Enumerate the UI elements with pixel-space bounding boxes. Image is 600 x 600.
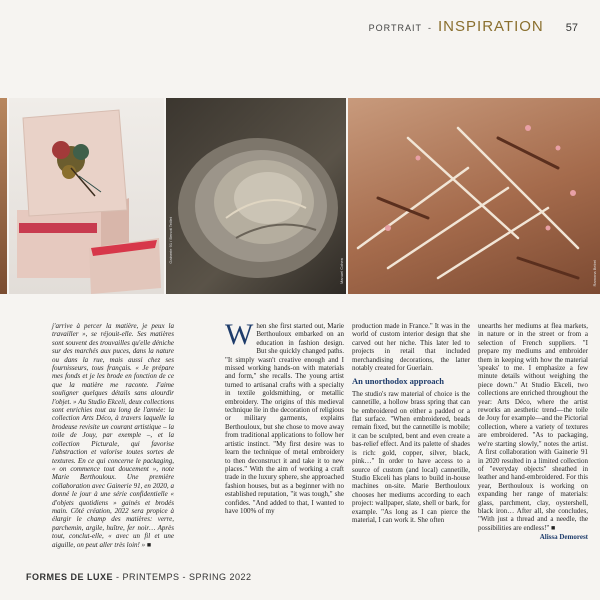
photo-credit: Ramona Bebel: [592, 259, 597, 286]
issue-label: - PRINTEMPS - SPRING 2022: [113, 572, 252, 582]
section-title: INSPIRATION: [438, 18, 544, 35]
page-header: [369, 18, 578, 35]
page-footer: [26, 572, 252, 582]
photo-strip: [0, 98, 600, 294]
article-text: j'arrive à percer la matière, je peux la travailler », se réjouit-elle. Ses matières sont souvent des trouvailles qu'elle déniche sur des marchés aux puces, dans la nature ou dans la rue, mais aussi chez ses fournisseurs, tous français. « Je prépare mes fonds et je les brode en fonction de ce que la matière me raconte. J'aime souligner quelques détails sans alourdir l'objet. » Au Studio Ekceli, deux collections sont enrichies tout au long de l'année: la collection Arts Déco, à travers laquelle la brodeuse revisite un courant artistique – la toile de Jouy, par exemple –, et la collection Picturale, qui favorise l'abstraction et valorise toutes sortes de textures. En ce qui concerne le packaging, « on commence tout doucement », note Marie Berthouloux. Une première collaboration avec Gainerie 91, en 2020, a donné le jour à une série confidentielle « d'objets quotidiens » gainés et brodés main. Côté création, 2022 sera propice à élargir le champ des matières: verre, parchemin, argile, huître, fer noir… Après tout, conclut-elle, « avec un fil et une aiguille, on peut aller très loin! » ■: [52, 322, 174, 549]
article-column-english-1: [225, 318, 344, 515]
article-column-english-3: [478, 322, 588, 542]
article-text: hen she first started out, Marie Berthouloux embarked on an education in fashion design. But she quickly changed paths. "It simply wasn't creative enough and I missed working hands-on with materials and form," she recalls. The young artist turned to artisanal crafts with a specialty in textile goldsmithing, or metallic embroidery. The origins of this medieval technique lie in the decoration of religious or military garments, explains Berthouloux, but she chose to move away from traditional applications to follow her artistic instinct. "My first desire was to learn the technique of metal embroidery to then deconstruct it and take it to new places." With the aim of working a craft trade in the luxury sphere, she approached fashion houses, but as a beginner with no established reputation, "it was tough," she confides. "And added to that, I wanted to have 100% of my: [225, 322, 344, 515]
photo-credit: Manuel Cohen: [339, 257, 344, 284]
photo-embroidered-shell: [166, 98, 346, 294]
photo-embroidered-box: [9, 98, 164, 294]
photo-copper-embroidery: [348, 98, 600, 294]
section-label: PORTRAIT: [368, 23, 423, 33]
article-text: production made in France." It was in the world of custom interior design that she carved out her niche. This later led to projects in retail that included merchandising decorations, the latter notably created for Guerlain.: [352, 322, 470, 373]
article-text: The studio's raw material of choice is the cannetille, a hollow brass spring that can be embroidered on either a padded or a flat surface. "When embroidered, beads remain fixed, but the cannetille is mobile; it can be sculpted, bent and even create a bas-relief effect. And its palette of shades is rich: gold, copper, silver, black, pink…" In order to have access to a source of custom (and local) cannetille, Studio Ekceli has plans to build in-house machines on-site. Marie Berthouloux chooses her mediums according to each project: wallpaper, slate, shell or bark, for example. "As long as I can pierce the material, I can work it. She often: [352, 389, 470, 524]
page-number: 57: [565, 22, 578, 34]
subheading: An unorthodox approach: [352, 376, 444, 387]
author-byline: Alissa Demorest: [539, 533, 588, 542]
article-column-english-2: [352, 322, 470, 524]
drop-cap: W: [225, 318, 254, 351]
photo-embroidery-sliver: [0, 98, 7, 294]
header-separator: -: [428, 23, 433, 33]
article-text: unearths her mediums at flea markets, in nature or in the street or from a selection of French suppliers. "I prepare my mediums and embroider them in keeping with how the material 'speaks' to me. I emphasize a few minute details without weighing the piece down." At Studio Ekceli, two collections are enriched throughout the year: Arts Déco, where the artist reworks an aesthetic trend—the toile de Jouy for example—and the Pictorial collection, where a variety of textures are embroidered. "As to packaging, we're starting slowly," notes the artist. A first collaboration with Gainerie 91 in 2020 resulted in a limited collection of "everyday objects" sheathed in leather and hand-embroidered. For this year, Berthouloux is working on expanding her range of materials: glass, parchment, clay, oystershell, black iron… After all, she concludes, "With just a thread and a needle, the possibilities are endless!" ■: [478, 322, 588, 532]
photo-credit: Gainerie 91 / Benoit Teillet: [168, 217, 173, 264]
article-column-french: [52, 322, 174, 549]
magazine-name: FORMES DE LUXE: [26, 572, 114, 582]
